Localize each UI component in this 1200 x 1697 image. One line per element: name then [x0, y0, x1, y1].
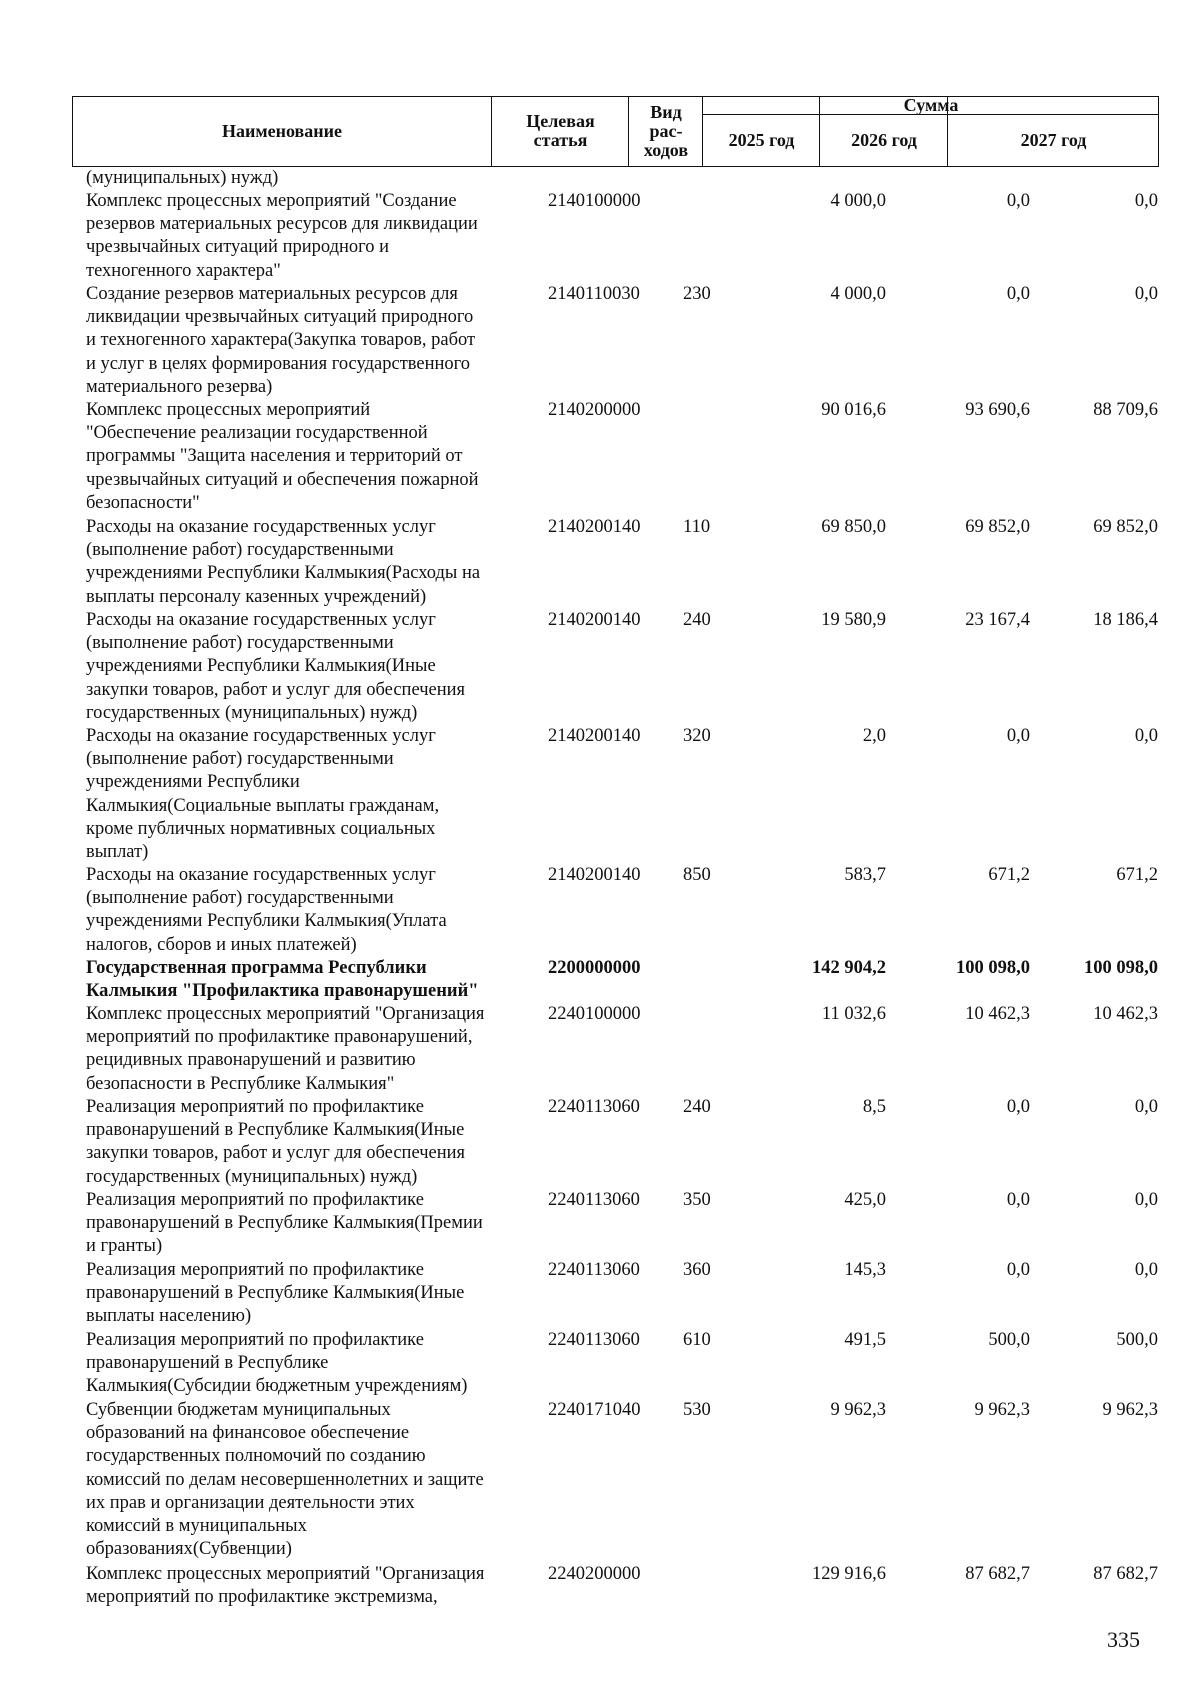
header-2025: 2025 год	[728, 130, 795, 150]
row-vid: 360	[683, 1260, 711, 1280]
header-name: Наименование	[222, 120, 342, 141]
row-name: Государственная программа Республики Калмыкия "Профилактика правонарушений"	[86, 958, 479, 1002]
row-name: Комплекс процессных мероприятий "Обеспечение реализации государственной программы "Защита населения и территорий от чрезвычайных ситуаций и обеспечения пожарной безопасности"	[86, 400, 479, 513]
row-vid: 610	[683, 1330, 711, 1350]
header-vid: Вид рас-ходов	[643, 101, 689, 160]
row-sum-2025: 2,0	[862, 726, 886, 746]
row-sum-2027: 0,0	[1134, 284, 1158, 304]
row-name: Расходы на оказание государственных услуг (выполнение работ) государственными учреждениями Республики Калмыкия(Иные закупки товаров, работ и услуг для обеспечения государственных (муниципальных) нужд)	[86, 610, 466, 723]
row-sum-2025: 90 016,6	[821, 400, 886, 420]
header-2026: 2026 год	[851, 130, 917, 150]
row-sum-2026: 671,2	[988, 865, 1030, 885]
row-sum-2027: 500,0	[1116, 1330, 1158, 1350]
row-vid: 230	[683, 284, 711, 304]
row-sum-2025: 11 032,6	[821, 1004, 886, 1024]
row-sum-2027: 10 462,3	[1093, 1004, 1158, 1024]
row-name: Расходы на оказание государственных услуг (выполнение работ) государственными учреждениями Республики Калмыкия(Расходы на выплаты персоналу казенных учреждений)	[86, 517, 481, 607]
header-code: Целевая статья	[526, 111, 595, 150]
row-sum-2026: 500,0	[988, 1330, 1030, 1350]
row-code: 2200000000	[548, 958, 641, 978]
row-sum-2026: 0,0	[1006, 726, 1030, 746]
row-name: Расходы на оказание государственных услуг (выполнение работ) государственными учреждениями Республики Калмыкия(Уплата налогов, сборов и иных платежей)	[86, 865, 447, 955]
row-name: Комплекс процессных мероприятий "Организация мероприятий по профилактике экстремизма,	[86, 1564, 485, 1608]
row-sum-2027: 87 682,7	[1093, 1564, 1158, 1584]
row-code: 2240113060	[548, 1097, 640, 1117]
row-name: Комплекс процессных мероприятий "Организация мероприятий по профилактике правонарушений, рецидивных правонарушений и развитию безопасности в Республике Калмыкия"	[86, 1004, 485, 1094]
row-code: 2240171040	[548, 1400, 641, 1420]
row-sum-2025: 491,5	[844, 1330, 886, 1350]
row-vid: 320	[683, 726, 711, 746]
row-sum-2025: 4 000,0	[830, 284, 886, 304]
row-sum-2026: 87 682,7	[965, 1564, 1030, 1584]
row-vid: 240	[683, 610, 711, 630]
row-name: Реализация мероприятий по профилактике правонарушений в Республике Калмыкия(Премии и гранты)	[86, 1190, 483, 1257]
row-name: (муниципальных) нужд)	[86, 168, 279, 188]
row-sum-2025: 69 850,0	[821, 517, 886, 537]
row-sum-2027: 88 709,6	[1093, 400, 1158, 420]
row-sum-2025: 142 904,2	[812, 958, 886, 978]
row-name: Расходы на оказание государственных услуг (выполнение работ) государственными учреждениями Республики Калмыкия(Социальные выплаты гражданам, кроме публичных нормативных социальных выплат)	[86, 726, 440, 863]
row-code: 2240100000	[548, 1004, 641, 1024]
row-sum-2027: 100 098,0	[1084, 958, 1158, 978]
row-sum-2026: 0,0	[1006, 1097, 1030, 1117]
row-sum-2027: 0,0	[1134, 191, 1158, 211]
row-vid: 110	[683, 517, 711, 537]
row-sum-2025: 425,0	[844, 1190, 886, 1210]
row-sum-2026: 0,0	[1006, 1190, 1030, 1210]
row-sum-2025: 19 580,9	[821, 610, 886, 630]
row-sum-2027: 18 186,4	[1093, 610, 1158, 630]
row-sum-2027: 69 852,0	[1093, 517, 1158, 537]
row-sum-2027: 0,0	[1134, 726, 1158, 746]
row-code: 2140100000	[548, 191, 641, 211]
row-sum-2026: 0,0	[1006, 191, 1030, 211]
row-code: 2140200140	[548, 865, 641, 885]
row-vid: 350	[683, 1190, 711, 1210]
row-name: Реализация мероприятий по профилактике правонарушений в Республике Калмыкия(Иные закупки товаров, работ и услуг для обеспечения государственных (муниципальных) нужд)	[86, 1097, 466, 1187]
row-vid: 530	[683, 1400, 711, 1420]
row-sum-2026: 100 098,0	[956, 958, 1030, 978]
row-code: 2140200140	[548, 517, 641, 537]
row-sum-2025: 129 916,6	[812, 1564, 886, 1584]
row-code: 2140110030	[548, 284, 640, 304]
row-code: 2240200000	[548, 1564, 641, 1584]
row-name: Реализация мероприятий по профилактике правонарушений в Республике Калмыкия(Иные выплаты населению)	[86, 1260, 465, 1327]
row-code: 2140200140	[548, 726, 641, 746]
row-code: 2240113060	[548, 1330, 640, 1350]
row-sum-2026: 10 462,3	[965, 1004, 1030, 1024]
row-sum-2025: 9 962,3	[830, 1400, 886, 1420]
row-sum-2026: 23 167,4	[965, 610, 1030, 630]
row-sum-2026: 93 690,6	[965, 400, 1030, 420]
row-name: Реализация мероприятий по профилактике правонарушений в Республике Калмыкия(Субсидии бюджетным учреждениям)	[86, 1330, 468, 1397]
page-number: 335	[1107, 1627, 1140, 1652]
header-sum: Сумма	[903, 95, 959, 115]
row-sum-2027: 0,0	[1134, 1190, 1158, 1210]
row-sum-2027: 9 962,3	[1102, 1400, 1158, 1420]
row-sum-2026: 9 962,3	[974, 1400, 1030, 1420]
row-sum-2027: 671,2	[1116, 865, 1158, 885]
row-sum-2026: 69 852,0	[965, 517, 1030, 537]
row-vid: 240	[683, 1097, 711, 1117]
row-sum-2027: 0,0	[1134, 1260, 1158, 1280]
row-code: 2140200140	[548, 610, 641, 630]
row-name: Субвенции бюджетам муниципальных образований на финансовое обеспечение государственных полномочий по созданию комиссий по делам несовершеннолетних и защите их прав и организации деятельности этих комиссий в муниципальных образованиях(Субвенции)	[86, 1400, 484, 1560]
row-sum-2027: 0,0	[1134, 1097, 1158, 1117]
row-name: Создание резервов материальных ресурсов для ликвидации чрезвычайных ситуаций природного и техногенного характера(Закупка товаров, работ и услуг в целях формирования государственного материального резерва)	[86, 284, 476, 397]
row-code: 2240113060	[548, 1260, 640, 1280]
row-sum-2025: 145,3	[844, 1260, 886, 1280]
table-header	[72, 96, 1159, 167]
row-vid: 850	[683, 865, 711, 885]
row-code: 2240113060	[548, 1190, 640, 1210]
row-code: 2140200000	[548, 400, 641, 420]
row-sum-2025: 8,5	[862, 1097, 886, 1117]
header-2027: 2027 год	[1020, 130, 1087, 150]
row-sum-2025: 583,7	[844, 865, 886, 885]
row-name: Комплекс процессных мероприятий "Создание резервов материальных ресурсов для ликвидации чрезвычайных ситуаций природного и техногенного характера"	[86, 191, 478, 281]
row-sum-2026: 0,0	[1006, 284, 1030, 304]
row-sum-2025: 4 000,0	[830, 191, 886, 211]
row-sum-2026: 0,0	[1006, 1260, 1030, 1280]
